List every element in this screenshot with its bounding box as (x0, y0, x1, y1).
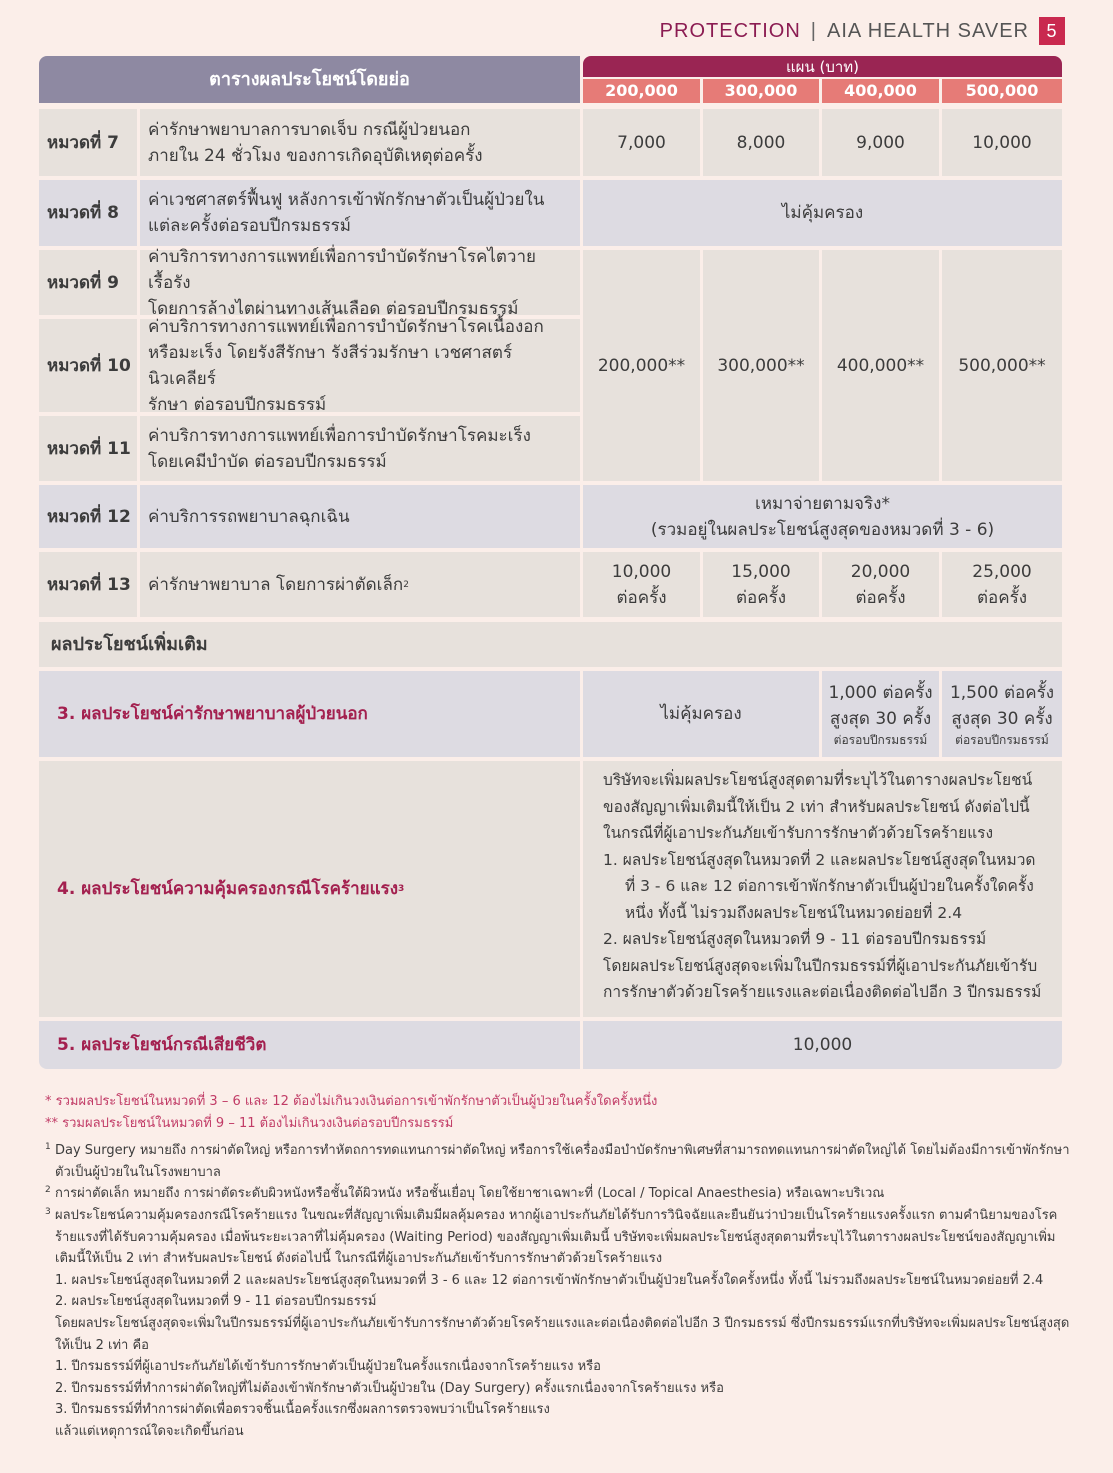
rider-4-item: 1. ผลประโยชน์สูงสุดในหมวดที่ 2 และผลประโยชน์สูงสุดในหมวดที่ 3 - 6 และ 12 ต่อการเข้าพักรักษาตัวเป็นผู้ป่วยในครั้งใดครั้งหนึ่ง ทั้งนี้ ไม่รวมถึงผลประโยชน์ในหมวดย่อยที่ 2.4 (603, 850, 1036, 922)
row-11-description (140, 416, 580, 481)
footnote-text: Day Surgery หมายถึง การผ่าตัดใหญ่ หรือการทำหัตถการทดแทนการผ่าตัดใหญ่ หรือการใช้เครื่องมือบำบัดรักษาพิเศษที่สามารถทดแทนการผ่าตัดใหญ่ได้ โดยไม่ต้องมีการเข้าพักรักษาตัวเป็นผู้ป่วยในในโรงพยาบาล (55, 1143, 1070, 1180)
row-10-desc-line: หรือมะเร็ง โดยรังสีรักษา รังสีร่วมรักษา เวชศาสตร์นิวเคลียร์ (148, 342, 513, 389)
row-8-value: ไม่คุ้มครอง (583, 180, 1062, 246)
row-12-value-line: เหมาจ่ายตามจริง* (755, 493, 890, 514)
row-8-desc-line: แต่ละครั้งต่อรอบปีกรมธรรม์ (148, 216, 351, 236)
rider-4-line: ในกรณีที่ผู้เอาประกันภัยเข้ารับการรักษาตัวด้วยโรคร้ายแรง (603, 824, 994, 842)
rider-3-label: 3. ผลประโยชน์ค่ารักษาพยาบาลผู้ป่วยนอก (39, 671, 580, 757)
rider-3-period: ต่อรอบปีกรมธรรม์ (955, 733, 1049, 747)
footnote-text: การผ่าตัดเล็ก หมายถึง การผ่าตัดระดับผิวหนังหรือชั้นใต้ผิวหนัง หรือชั้นเยื่อบุ โดยใช้ยาชาเฉพาะที่ (Local / Topical Anaesthesia) หรือเฉพาะบริเวณ (55, 1186, 885, 1202)
footnote-mark: 1 (45, 1142, 51, 1153)
category-11: หมวดที่ 11 (39, 416, 137, 481)
row-9-desc-line: ค่าบริการทางการแพทย์เพื่อการบำบัดรักษาโรคไตวายเรื้อรัง (148, 246, 536, 293)
plan-col-300000: 300,000 (703, 79, 819, 103)
row-13-unit: ต่อครั้ง (976, 587, 1028, 608)
category-8: หมวดที่ 8 (39, 180, 137, 246)
row-13-unit: ต่อครั้ง (616, 587, 667, 608)
row-8-desc-line: ค่าเวชศาสตร์ฟื้นฟู หลังการเข้าพักรักษาตัวเป็นผู้ป่วยใน (148, 190, 545, 210)
page-number: 5 (1039, 17, 1065, 45)
rider-5-value: 10,000 (583, 1021, 1062, 1069)
row-13-amount: 15,000 (731, 561, 791, 582)
rider-3-limit: สูงสุด 30 ครั้ง (829, 709, 932, 729)
plan-col-400000: 400,000 (822, 79, 939, 103)
rider-4-line: ของสัญญาเพิ่มเติมนี้ให้เป็น 2 เท่า สำหรับผลประโยชน์ ดังต่อไปนี้ (603, 797, 1030, 816)
star-note: * รวมผลประโยชน์ในหมวดที่ 3 – 6 และ 12 ต้องไม่เกินวงเงินต่อการเข้าพักรักษาตัวเป็นผู้ป่วยในครั้งใดครั้งหนึ่ง (45, 1094, 658, 1109)
footnotes (45, 1091, 1075, 1443)
row-13-unit: ต่อครั้ง (735, 587, 787, 608)
row-9-11-value: 500,000** (942, 250, 1062, 481)
row-7-value: 8,000 (703, 109, 819, 176)
row-12-description: ค่าบริการรถพยาบาลฉุกเฉิน (140, 485, 580, 548)
row-13-amount: 20,000 (850, 561, 911, 582)
rider-4-line: การรักษาตัวด้วยโรคร้ายแรงและต่อเนื่องติดต่อไปอีก 3 ปีกรมธรรม์ (603, 983, 1042, 1001)
footnote-ref: 3 (398, 884, 405, 894)
footnote-item: 2. ปีกรมธรรม์ที่ทำการผ่าตัดใหญ่ที่ไม่ต้องเข้าพักรักษาตัวเป็นผู้ป่วยใน (Day Surgery) ครั้งแรกเนื่องจากโรคร้ายแรง หรือ (55, 1380, 724, 1396)
header-separator: | (810, 19, 817, 42)
rider-4-description (583, 761, 1062, 1017)
rider-3-period: ต่อรอบปีกรมธรรม์ (833, 733, 928, 747)
row-10-desc-line: รักษา ต่อรอบปีกรมธรรม์ (148, 394, 327, 415)
footnote-mark: 3 (45, 1206, 51, 1217)
row-13-value (822, 552, 939, 617)
row-10-desc-line: ค่าบริการทางการแพทย์เพื่อการบำบัดรักษาโรคเนื้องอก (148, 316, 544, 337)
row-9-11-value: 200,000** (583, 250, 700, 481)
section-brand: PROTECTION (659, 19, 801, 42)
row-11-desc-line: โดยเคมีบำบัด ต่อรอบปีกรมธรรม์ (148, 451, 387, 472)
additional-benefits-heading: ผลประโยชน์เพิ่มเติม (39, 622, 1062, 667)
footnote-mark: 2 (45, 1185, 51, 1196)
row-7-desc-line: ภายใน 24 ชั่วโมง ของการเกิดอุบัติเหตุต่อครั้ง (148, 145, 483, 166)
rider-4-label (39, 761, 580, 1017)
row-9-description (140, 246, 580, 319)
row-12-value-line: (รวมอยู่ในผลประโยชน์สูงสุดของหมวดที่ 3 - 6) (650, 519, 995, 540)
row-7-value: 9,000 (822, 109, 939, 176)
rider-3-amount: 1,500 ต่อครั้ง (949, 683, 1055, 703)
footnote-text: ผลประโยชน์ความคุ้มครองกรณีโรคร้ายแรง ในขณะที่สัญญาเพิ่มเติมมีผลคุ้มครอง หากผู้เอาประกันภัยได้รับการวินิจฉัยและยืนยันว่าป่วยเป็นโรคร้ายแรงครั้งแรก ตามคำนิยามของโรคร้ายแรงที่ได้รับความคุ้มครอง เมื่อพ้นระยะเวลาที่ไม่คุ้มครอง (Waiting Period) ของสัญญาเพิ่มเติมนี้ บริษัทจะเพิ่มผลประโยชน์สูงสุดตามที่ระบุไว้ในตารางผลประโยชน์ของสัญญาเพิ่มเติมนี้ให้เป็น 2 เท่า สำหรับผลประโยชน์ ดังต่อไปนี้ ในกรณีที่ผู้เอาประกันภัยเข้ารับการรักษาตัวด้วยโรคร้ายแรง (55, 1207, 1058, 1267)
category-10: หมวดที่ 10 (39, 319, 137, 412)
row-9-desc-line: โดยการล้างไตผ่านทางเส้นเลือด ต่อรอบปีกรมธรรม์ (148, 298, 519, 319)
row-11-desc-line: ค่าบริการทางการแพทย์เพื่อการบำบัดรักษาโรคมะเร็ง (148, 425, 531, 446)
footnote-3 (45, 1205, 1075, 1270)
table-title: ตารางผลประโยชน์โดยย่อ (39, 56, 580, 103)
category-12: หมวดที่ 12 (39, 485, 137, 548)
plan-header: แผน (บาท) (583, 56, 1062, 77)
rider-3-not-covered: ไม่คุ้มครอง (583, 671, 819, 757)
row-9-11-value: 300,000** (703, 250, 819, 481)
row-13-amount: 25,000 (972, 561, 1032, 582)
row-13-desc-text: ค่ารักษาพยาบาล โดยการผ่าตัดเล็ก (148, 574, 404, 595)
product-name: AIA HEALTH SAVER (827, 19, 1029, 42)
footnote-item: 3. ปีกรมธรรม์ที่ทำการผ่าตัดเพื่อตรวจชิ้นเนื้อครั้งแรกซึ่งผลการตรวจพบว่าเป็นโรคร้ายแรง (55, 1402, 550, 1418)
row-12-value (583, 485, 1062, 548)
rider-4-line: โดยผลประโยชน์สูงสุดจะเพิ่มในปีกรมธรรม์ที่ผู้เอาประกันภัยเข้ารับ (603, 956, 1038, 975)
rider-3-limit: สูงสุด 30 ครั้ง (951, 709, 1053, 729)
rider-4-line: บริษัทจะเพิ่มผลประโยชน์สูงสุดตามที่ระบุไว้ในตารางผลประโยชน์ (603, 771, 1033, 789)
row-13-value (942, 552, 1062, 617)
plan-col-500000: 500,000 (942, 79, 1062, 103)
footnote-item: 2. ผลประโยชน์สูงสุดในหมวดที่ 9 - 11 ต่อรอบปีกรมธรรม์ (55, 1294, 377, 1310)
row-13-value (583, 552, 700, 617)
category-7: หมวดที่ 7 (39, 109, 137, 176)
row-7-value: 10,000 (942, 109, 1062, 176)
footnote-item: 1. ผลประโยชน์สูงสุดในหมวดที่ 2 และผลประโยชน์สูงสุดในหมวดที่ 3 - 6 และ 12 ต่อการเข้าพักรักษาตัวเป็นผู้ป่วยในครั้งใดครั้งหนึ่ง ทั้งนี้ ไม่รวมถึงผลประโยชน์ในหมวดย่อยที่ 2.4 (55, 1272, 1044, 1288)
rider-4-item: 2. ผลประโยชน์สูงสุดในหมวดที่ 9 - 11 ต่อรอบปีกรมธรรม์ (603, 930, 987, 948)
footnote-item: โดยผลประโยชน์สูงสุดจะเพิ่มในปีกรมธรรม์ที่ผู้เอาประกันภัยเข้ารับการรักษาตัวด้วยโรคร้ายแรงและต่อเนื่องติดต่อไปอีก 3 ปีกรมธรรม์ ซึ่งปีกรมธรรม์แรกที่บริษัทจะเพิ่มผลประโยชน์สูงสุดให้เป็น 2 เท่า คือ (55, 1315, 1070, 1353)
rider-3-plan-400000 (822, 671, 939, 757)
category-13: หมวดที่ 13 (39, 552, 137, 617)
row-13-value (703, 552, 819, 617)
row-7-desc-line: ค่ารักษาพยาบาลการบาดเจ็บ กรณีผู้ป่วยนอก (148, 119, 471, 140)
row-13-amount: 10,000 (611, 561, 672, 582)
rider-3-plan-500000 (942, 671, 1062, 757)
row-13-description (140, 552, 580, 617)
row-7-description (140, 109, 580, 176)
footnote-item: 1. ปีกรมธรรม์ที่ผู้เอาประกันภัยได้เข้ารับการรักษาตัวเป็นผู้ป่วยในครั้งแรกเนื่องจากโรคร้ายแรง หรือ (55, 1359, 601, 1375)
row-7-value: 7,000 (583, 109, 700, 176)
row-10-description (140, 316, 580, 415)
plan-col-200000: 200,000 (583, 79, 700, 103)
rider-4-label-text: 4. ผลประโยชน์ความคุ้มครองกรณีโรคร้ายแรง (57, 879, 399, 899)
footnote-ref: 2 (403, 579, 409, 590)
page-header (660, 17, 1065, 45)
double-star-note: ** รวมผลประโยชน์ในหมวดที่ 9 – 11 ต้องไม่เกินวงเงินต่อรอบปีกรมธรรม์ (45, 1115, 454, 1131)
row-8-description (140, 180, 580, 246)
footnote-2 (45, 1183, 1075, 1205)
rider-3-amount: 1,000 ต่อครั้ง (828, 683, 933, 703)
category-9: หมวดที่ 9 (39, 250, 137, 315)
footnote-item: แล้วแต่เหตุการณ์ใดจะเกิดขึ้นก่อน (55, 1423, 244, 1439)
footnote-1 (45, 1140, 1075, 1183)
rider-5-label: 5. ผลประโยชน์กรณีเสียชีวิต (39, 1021, 580, 1069)
row-9-11-value: 400,000** (822, 250, 939, 481)
row-13-unit: ต่อครั้ง (855, 587, 906, 608)
